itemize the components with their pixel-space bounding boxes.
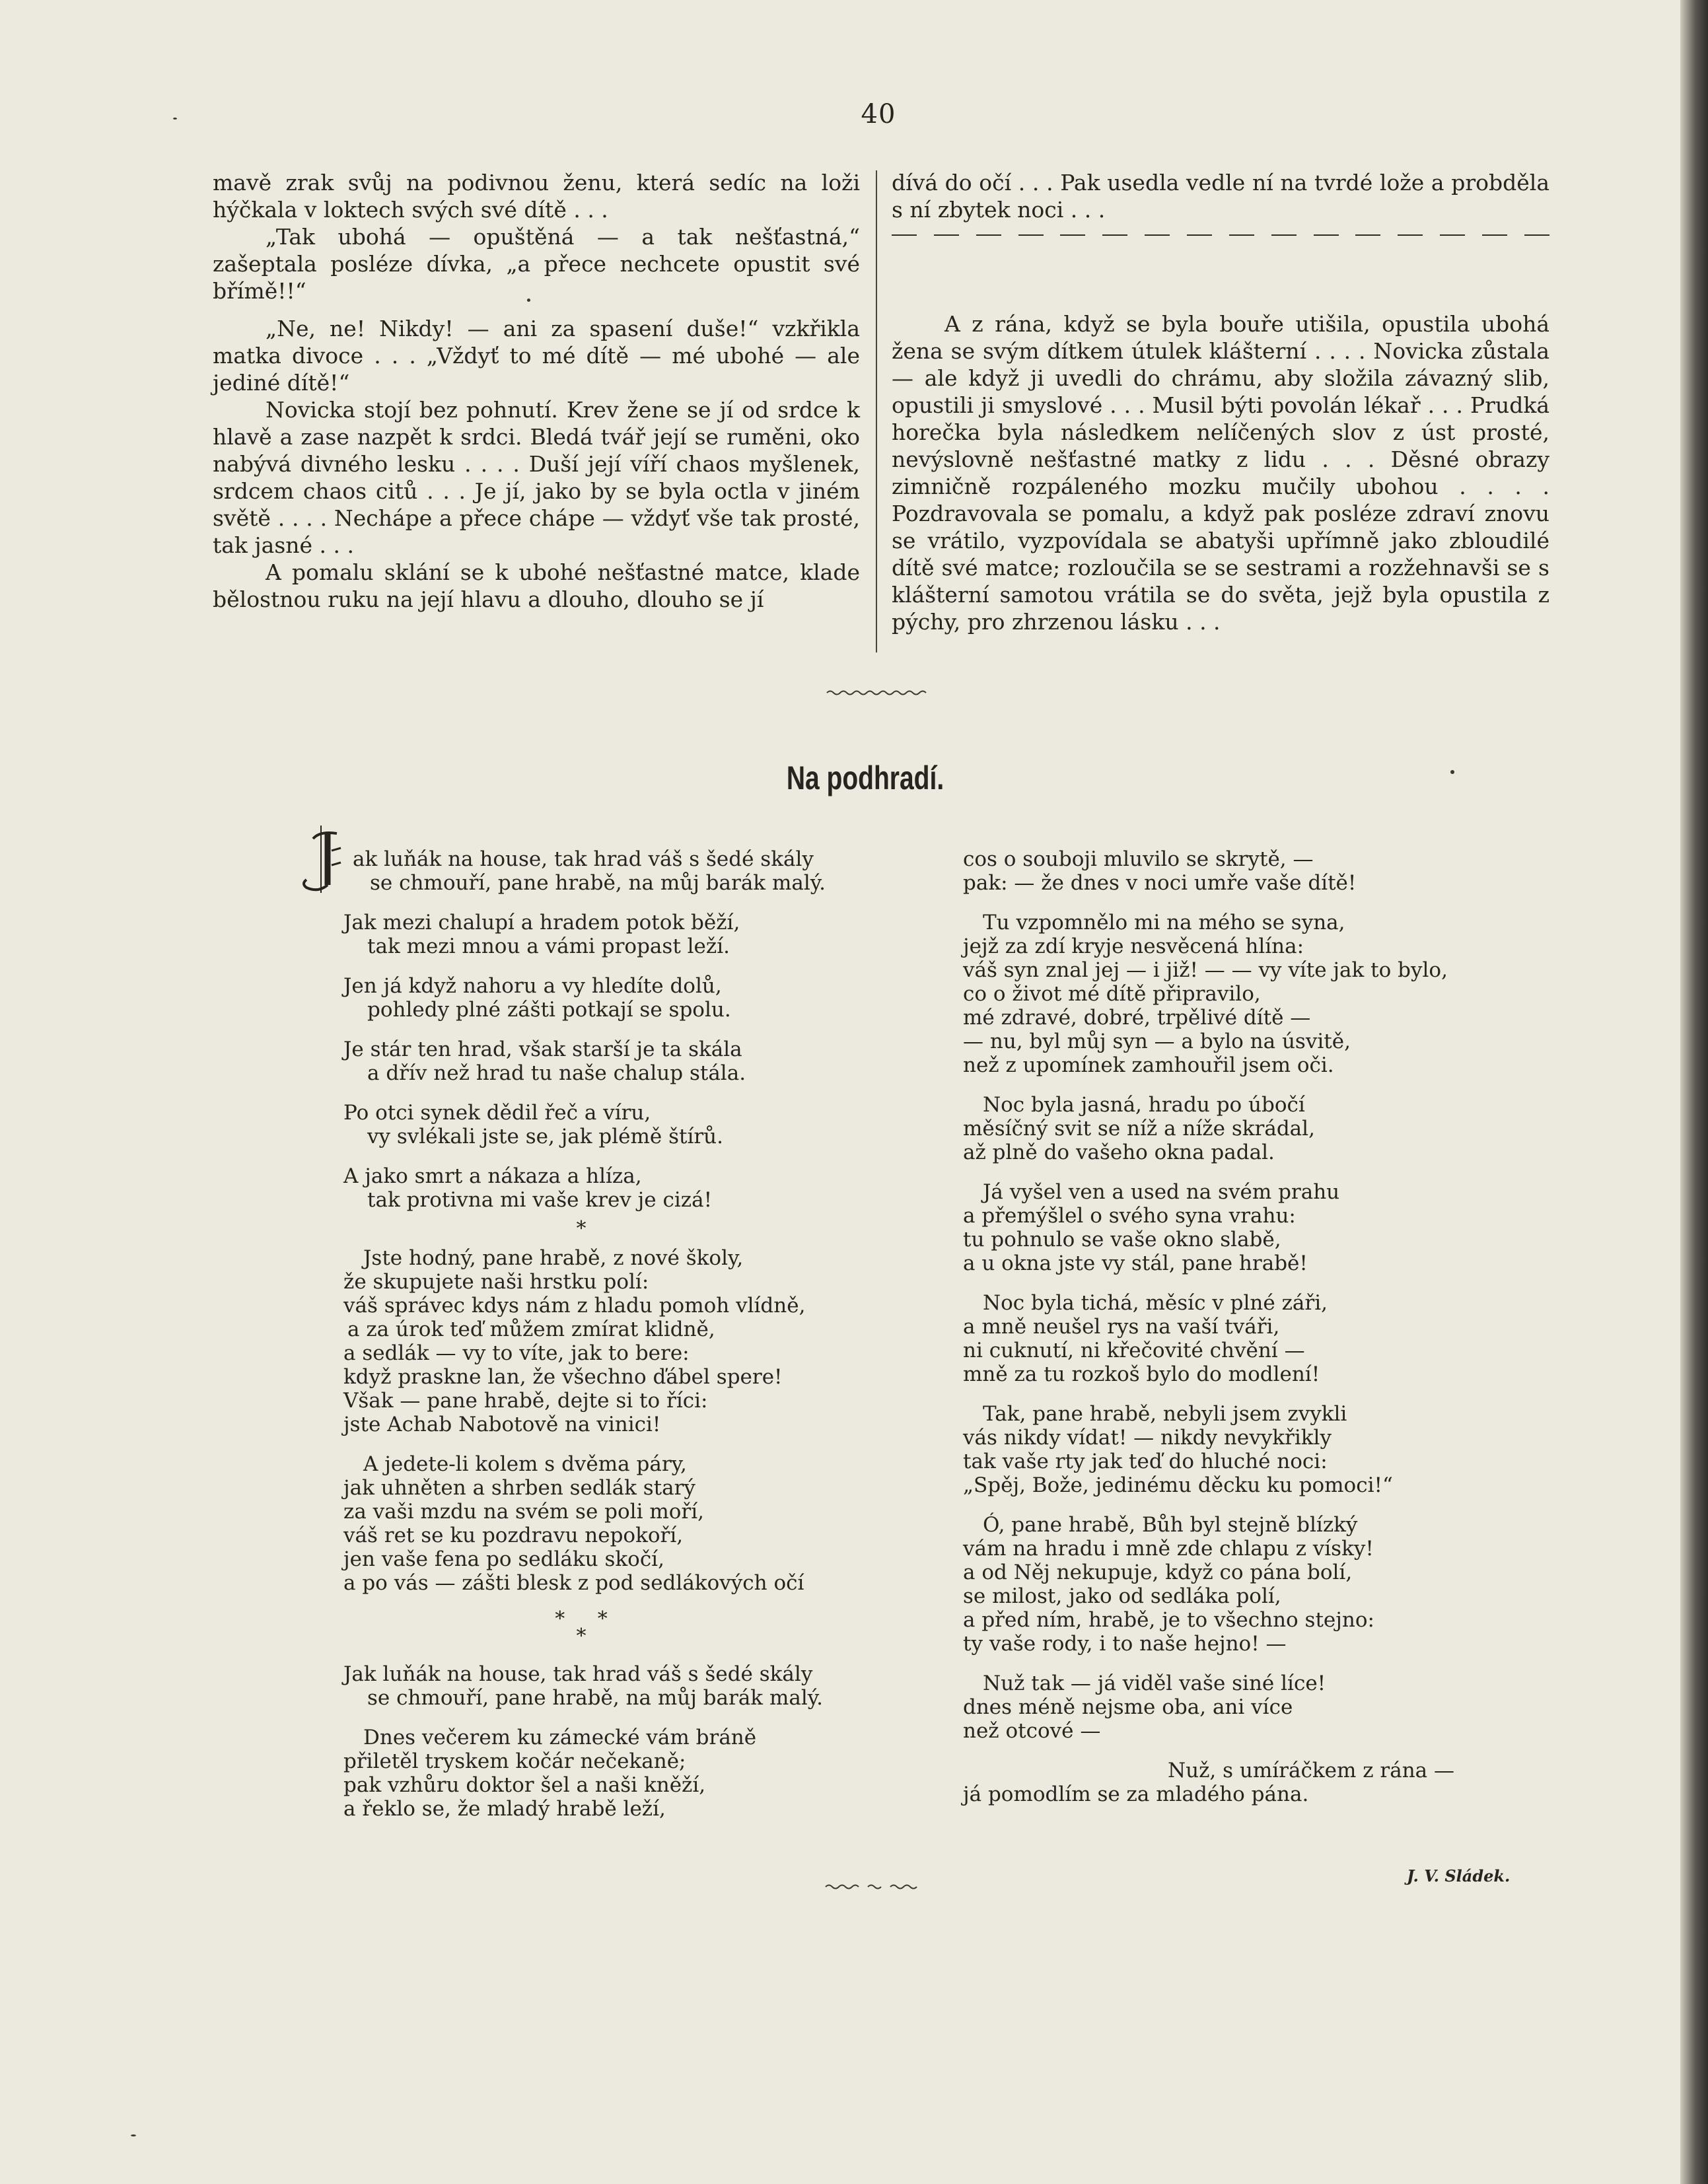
verse-line: tak protivna mi vaše krev je cizá! — [367, 1188, 713, 1212]
verse-line: než otcové — — [963, 1719, 1101, 1743]
verse-line: jen vaše fena po sedláku skočí, — [343, 1547, 664, 1571]
stanza — [963, 1672, 1557, 1743]
stanza — [343, 1662, 938, 1710]
verse-line: Je stár ten hrad, však starší je ta skála — [343, 1038, 742, 1061]
poem-right-column — [963, 847, 1557, 1822]
verse-line: tu pohnulo se vaše okno slabě, — [963, 1228, 1281, 1251]
verse-line: a od Něj nekupuje, když co pána bolí, — [963, 1561, 1353, 1584]
verse-line: tak vaše rty jak teď do hluché noci: — [963, 1450, 1328, 1473]
verse-line: když praskne lan, že všechno ďábel spere! — [343, 1365, 783, 1389]
verse-line: mně za tu rozkoš bylo do modlení! — [963, 1362, 1320, 1386]
verse-line: Jak mezi chalupí a hradem potok běží, — [343, 911, 740, 934]
stanza — [963, 847, 1557, 895]
stanza — [963, 1759, 1557, 1806]
stanza — [343, 1452, 938, 1595]
book-binding-edge — [1680, 0, 1708, 2184]
stars-bottom: * — [576, 1625, 587, 1648]
poem-left-column — [343, 847, 938, 1837]
paragraph: Novicka stojí bez pohnutí. Krev žene se jí od srdce k hlavě a zase nazpět k srdci. Bledá tvář její se ruměni, oko nabývá divného lesku . . . . Duší její víří chaos myšlenek, srdcem chaos citů . . . Je jí, jako by se byla octla v jiném světě . . . . Nechápe a přece chápe — vždyť vše tak prosté, tak jasné . . . — [213, 397, 860, 558]
verse-line: jak uhněten a shrben sedlák starý — [343, 1476, 695, 1500]
verse-line: cos o souboji mluvilo se skrytě, — — [963, 847, 1314, 871]
section-star: * — [576, 1217, 587, 1240]
verse-line: co o život mé dítě připravilo, — [963, 982, 1261, 1006]
verse-line: váš syn znal jej — i již! — — vy víte jak to bylo, — [963, 958, 1448, 982]
verse-line: a sedlák — vy to víte, jak to bere: — [343, 1341, 690, 1365]
verse-line: dnes méně nejsme oba, ani více — [963, 1695, 1293, 1719]
verse-line: Po otci synek dědil řeč a víru, — [343, 1101, 651, 1125]
verse-line: Jen já když nahoru a vy hledíte dolů, — [343, 974, 722, 998]
wavy-ornament-end — [824, 1882, 930, 1891]
stanza — [343, 847, 938, 895]
verse-line: se chmouří, pane hrabě, na můj barák malý. — [370, 871, 826, 895]
author-signature: J. V. Sládek. — [1407, 1866, 1511, 1885]
verse-line: A jedete-li kolem s dvěma páry, — [363, 1452, 687, 1476]
wavy-ornament — [826, 688, 931, 697]
verse-line: než z upomínek zamhouřil jsem oči. — [963, 1053, 1334, 1077]
verse-line: jejž za zdí kryje nesvěcená hlína: — [963, 934, 1304, 958]
verse-line: se chmouří, pane hrabě, na můj barák malý. — [367, 1686, 823, 1710]
verse-line: ak luňák na house, tak hrad váš s šedé skály — [353, 847, 814, 871]
verse-line: až plně do vašeho okna padal. — [963, 1141, 1275, 1164]
stanza — [963, 1180, 1557, 1275]
verse-line: a přemýšlel o svého syna vrahu: — [963, 1204, 1296, 1228]
stanza — [963, 1291, 1557, 1386]
verse-line: a před ním, hrabě, je to všechno stejno: — [963, 1608, 1374, 1632]
paragraph: mavě zrak svůj na podivnou ženu, která sedíc na loži hýčkala v loktech svých své dítě . . . — [213, 170, 860, 223]
column-divider — [876, 170, 877, 652]
verse-line: Noc byla tichá, měsíc v plné záři, — [983, 1291, 1328, 1315]
page-number: 40 — [861, 99, 896, 129]
paragraph: „Ne, ne! Nikdy! — ani za spasení duše!“ vzkřikla matka divoce . . . „Vždyť to mé dítě — mé ubohé — ale jediné dítě!“ — [213, 316, 860, 396]
verse-line: jste Achab Nabotově na vinici! — [343, 1413, 661, 1436]
stanza — [963, 1513, 1557, 1656]
verse-line: Noc byla jasná, hradu po úbočí — [983, 1093, 1305, 1117]
ink-speck — [173, 118, 177, 120]
verse-line: A jako smrt a nákaza a hlíza, — [343, 1164, 642, 1188]
verse-line: Nuž tak — já viděl vaše siné líce! — [983, 1672, 1326, 1695]
paragraph: dívá do očí . . . Pak usedla vedle ní na tvrdé lože a probděla s ní zbytek noci . . . — [892, 170, 1549, 223]
verse-line: ty vaše rody, i to naše hejno! — — [963, 1632, 1287, 1656]
stanza — [963, 1093, 1557, 1164]
verse-line: pak vzhůru doktor šel a naši kněží, — [343, 1773, 706, 1797]
verse-line: a dřív než hrad tu naše chalup stála. — [367, 1061, 746, 1085]
paragraph: A pomalu sklání se k ubohé nešťastné matce, klade bělostnou ruku na její hlavu a dlouho, dlouho se jí — [213, 559, 860, 612]
verse-line: Tak, pane hrabě, nebyli jsem zvykli — [983, 1402, 1347, 1426]
stanza — [343, 974, 938, 1022]
prose-right-column — [892, 169, 1549, 635]
stanza — [963, 1402, 1557, 1497]
verse-line: Já vyšel ven a used na svém prahu — [983, 1180, 1340, 1204]
verse-line: vás nikdy vídat! — nikdy nevykřikly — [963, 1426, 1332, 1450]
verse-line: mé zdravé, dobré, trpělivé dítě — — [963, 1006, 1311, 1030]
verse-line: Ó, pane hrabě, Bůh byl stejně blízký — [983, 1513, 1358, 1537]
ink-speck — [1450, 770, 1454, 774]
verse-line: Jak luňák na house, tak hrad váš s šedé skály — [343, 1662, 813, 1686]
verse-line: váš ret se ku pozdravu nepokoří, — [343, 1524, 684, 1547]
stanza — [343, 1164, 938, 1212]
verse-line: tak mezi mnou a vámi propast leží. — [367, 934, 730, 958]
verse-line: Tu vzpomnělo mi na mého se syna, — [983, 911, 1345, 934]
prose-left-column — [213, 169, 860, 613]
verse-line: že skupujete naši hrstku polí: — [343, 1270, 649, 1294]
verse-line: vám na hradu i mně zde chlapu z vísky! — [963, 1537, 1374, 1561]
paragraph: A z rána, když se byla bouře utišila, opustila ubohá žena se svým dítkem útulek klášterní . . . . Novicka zůstala — ale když ji uvedli do chrámu, aby složila závazný slib, opustili ji smyslové . . . Musil býti povolán lékař . . . Prudká horečka byla následkem nelíčených slov z úst prosté, nevýslovně nešťastné matky z lidu . . . Děsné obrazy zimničně rozpáleného mozku mučily ubohou . . . . Pozdravovala se pomalu, a když pak posléze zdraví znovu se vrátilo, vyzpovídala se abatyši upřímně jako zbloudilé dítě své matce; rozloučila se se sestrami a rozžehnavši se s klášterní samotou vrátila se do světa, jejž byla opustila z pýchy, pro zhrzenou lásku . . . — [892, 311, 1549, 635]
verse-line: a mně neušel rys na vaší tváři, — [963, 1315, 1280, 1339]
dropcap-letter-j — [299, 824, 345, 897]
dash-separator — [892, 234, 1549, 236]
verse-line: Však — pane hrabě, dejte si to říci: — [343, 1389, 708, 1413]
verse-line: já pomodlím se za mladého pána. — [963, 1782, 1309, 1806]
stars-top: * * — [555, 1607, 608, 1631]
stanza — [343, 1726, 938, 1821]
stanza — [963, 911, 1557, 1077]
ink-speck — [131, 2134, 136, 2136]
verse-line: vy svlékali jste se, jak plémě štírů. — [367, 1125, 724, 1148]
verse-line: a za úrok teď můžem zmírat klidně, — [347, 1318, 715, 1341]
verse-line: a u okna jste vy stál, pane hrabě! — [963, 1251, 1308, 1275]
verse-line: „Spěj, Bože, jedinému děcku ku pomoci!“ — [963, 1473, 1393, 1497]
verse-line: ni cuknutí, ni křečovité chvění — — [963, 1339, 1305, 1362]
verse-line: a řeklo se, že mladý hrabě leží, — [343, 1797, 666, 1821]
stanza — [343, 1101, 938, 1148]
verse-line: se milost, jako od sedláka polí, — [963, 1584, 1281, 1608]
verse-line: přiletěl tryskem kočár nečekaně; — [343, 1749, 686, 1773]
verse-line: Nuž, s umíráčkem z rána — — [1168, 1759, 1454, 1782]
verse-line: měsíčný svit se níž a níže skrádal, — [963, 1117, 1315, 1141]
verse-line: Jste hodný, pane hrabě, z nové školy, — [363, 1246, 744, 1270]
verse-line: pohledy plné zášti potkají se spolu. — [367, 998, 731, 1022]
verse-line: za vaši mzdu na svém se poli moří, — [343, 1500, 704, 1524]
stanza — [343, 1038, 938, 1085]
verse-line: váš správec kdys nám z hladu pomoh vlídně, — [343, 1294, 806, 1318]
verse-line: Dnes večerem ku zámecké vám bráně — [363, 1726, 757, 1749]
verse-line: — nu, byl můj syn — a bylo na úsvitě, — [963, 1030, 1351, 1053]
stanza — [343, 911, 938, 958]
poem-title: Na podhradí. — [786, 759, 944, 796]
stanza — [343, 1246, 938, 1436]
section-stars — [343, 1607, 819, 1648]
paragraph: „Tak ubohá — opuštěná — a tak nešťastná,“ zašeptala posléze dívka, „a přece nechcete opustit své břímě!!“ — [213, 224, 860, 304]
verse-line: a po vás — zášti blesk z pod sedlákových očí — [343, 1571, 804, 1595]
verse-line: pak: — že dnes v noci umře vaše dítě! — [963, 871, 1357, 895]
